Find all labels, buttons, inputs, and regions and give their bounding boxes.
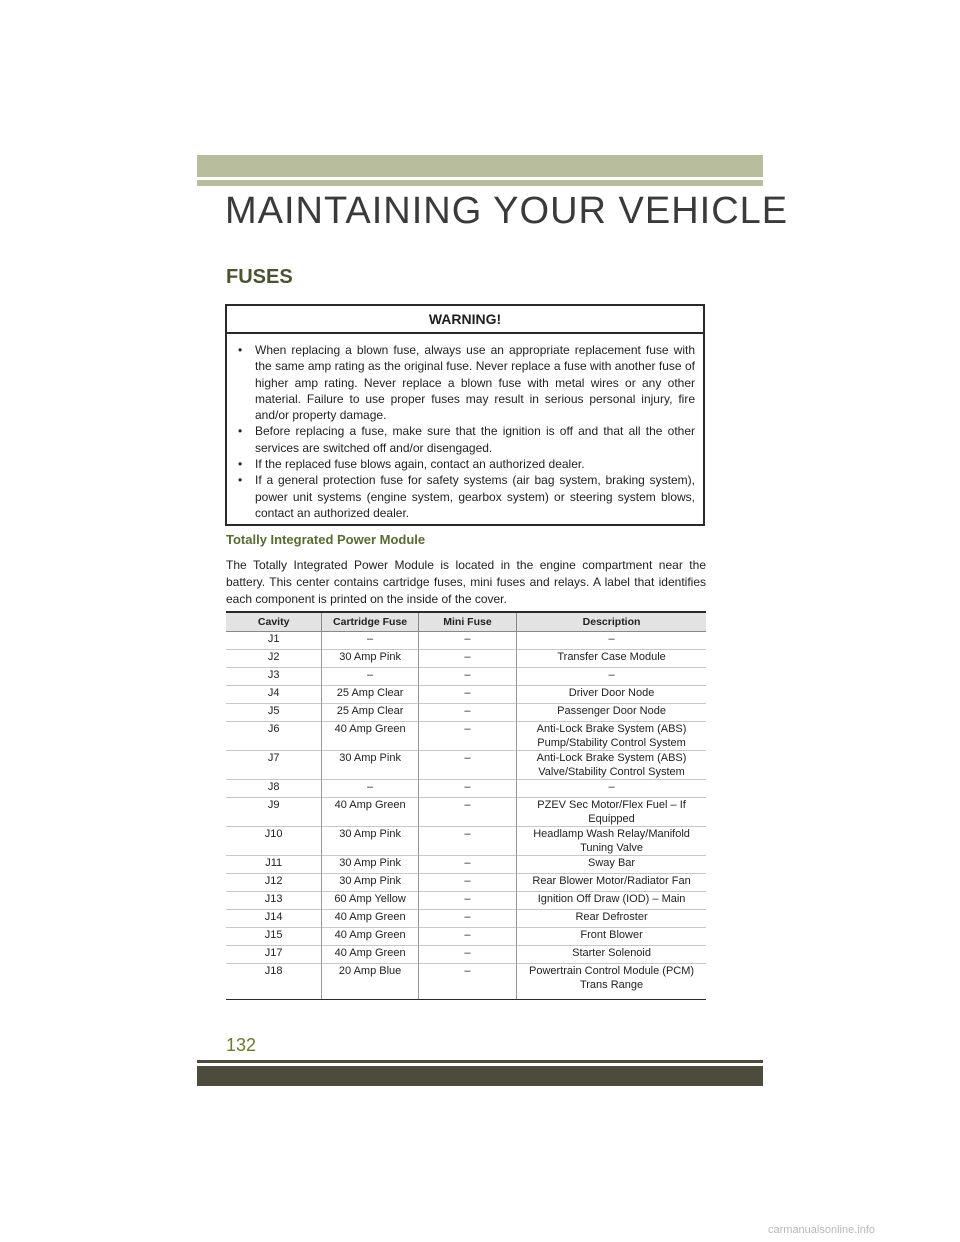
cavity-cell: J6 <box>226 722 322 751</box>
cartridge-fuse-cell: 25 Amp Clear <box>322 686 419 704</box>
cartridge-fuse-cell: 40 Amp Green <box>322 946 419 964</box>
cavity-cell: J5 <box>226 704 322 722</box>
cavity-cell: J8 <box>226 780 322 798</box>
table-row <box>226 668 706 686</box>
description-cell: – <box>517 780 706 798</box>
description-cell: Passenger Door Node <box>517 704 706 722</box>
cavity-cell: J12 <box>226 874 322 892</box>
cartridge-fuse-cell: – <box>322 780 419 798</box>
description-cell: Starter Solenoid <box>517 946 706 964</box>
description-cell: Rear Defroster <box>517 910 706 928</box>
table-row <box>226 827 706 856</box>
cavity-cell: J13 <box>226 892 322 910</box>
mini-fuse-cell: – <box>418 874 516 892</box>
table-row <box>226 964 706 1000</box>
footer-band <box>197 1066 763 1086</box>
mini-fuse-cell: – <box>418 632 516 650</box>
mini-fuse-cell: – <box>418 668 516 686</box>
cartridge-fuse-cell: 40 Amp Green <box>322 910 419 928</box>
cavity-cell: J9 <box>226 798 322 827</box>
table-row <box>226 704 706 722</box>
cartridge-fuse-cell: 60 Amp Yellow <box>322 892 419 910</box>
table-row <box>226 632 706 650</box>
cartridge-fuse-cell: 20 Amp Blue <box>322 964 419 1000</box>
cartridge-fuse-cell: 25 Amp Clear <box>322 704 419 722</box>
mini-fuse-cell: – <box>418 704 516 722</box>
cartridge-fuse-cell: 30 Amp Pink <box>322 751 419 780</box>
watermark: carmanualsonline.info <box>768 1224 876 1236</box>
description-cell: Anti-Lock Brake System (ABS) Valve/Stability Control System <box>517 751 706 780</box>
column-header-cartridge-fuse: Cartridge Fuse <box>322 612 419 632</box>
cartridge-fuse-cell: – <box>322 668 419 686</box>
description-cell: Anti-Lock Brake System (ABS) Pump/Stability Control System <box>517 722 706 751</box>
fuse-table-body <box>226 632 706 1000</box>
fuse-table <box>226 611 706 1000</box>
mini-fuse-cell: – <box>418 722 516 751</box>
warning-list <box>227 334 703 521</box>
warning-item: • When replacing a blown fuse, always use an appropriate replacement fuse with the same amp rating as the original fuse. Never replace a fuse with another fuse of higher amp rating. Never replace a blown fuse with metal wires or any other material. Failure to use proper fuses may result in serious personal injury, fire and/or property damage. <box>255 342 695 423</box>
cavity-cell: J1 <box>226 632 322 650</box>
description-cell: Powertrain Control Module (PCM) Trans Range <box>517 964 706 1000</box>
cartridge-fuse-cell: – <box>322 632 419 650</box>
intro-paragraph: The Totally Integrated Power Module is located in the engine compartment near the battery. This center contains cartridge fuses, mini fuses and relays. A label that identifies each component is printed on the inside of the cover. <box>226 558 706 606</box>
table-row <box>226 928 706 946</box>
mini-fuse-cell: – <box>418 964 516 1000</box>
mini-fuse-cell: – <box>418 780 516 798</box>
cartridge-fuse-cell: 40 Amp Green <box>322 722 419 751</box>
mini-fuse-cell: – <box>418 910 516 928</box>
cartridge-fuse-cell: 30 Amp Pink <box>322 856 419 874</box>
cartridge-fuse-cell: 30 Amp Pink <box>322 827 419 856</box>
mini-fuse-cell: – <box>418 827 516 856</box>
cavity-cell: J11 <box>226 856 322 874</box>
footer-rule <box>197 1060 763 1063</box>
cartridge-fuse-cell: 30 Amp Pink <box>322 650 419 668</box>
warning-item: • If the replaced fuse blows again, contact an authorized dealer. <box>255 456 695 472</box>
cartridge-fuse-cell: 40 Amp Green <box>322 928 419 946</box>
column-header-description: Description <box>517 612 706 632</box>
table-row <box>226 780 706 798</box>
description-cell: Front Blower <box>517 928 706 946</box>
mini-fuse-cell: – <box>418 798 516 827</box>
mini-fuse-cell: – <box>418 751 516 780</box>
cartridge-fuse-cell: 30 Amp Pink <box>322 874 419 892</box>
table-row <box>226 798 706 827</box>
header-band <box>197 155 763 177</box>
table-row <box>226 751 706 780</box>
warning-item: • If a general protection fuse for safety systems (air bag system, braking system), power unit systems (engine system, gearbox system) or steering system blows, contact an authorized dealer. <box>255 472 695 521</box>
page-number: 132 <box>226 1035 257 1055</box>
warning-heading: WARNING! <box>227 306 703 334</box>
description-cell: Headlamp Wash Relay/Manifold Tuning Valve <box>517 827 706 856</box>
table-row <box>226 856 706 874</box>
warning-box <box>225 304 705 526</box>
cavity-cell: J15 <box>226 928 322 946</box>
warning-item: • Before replacing a fuse, make sure that the ignition is off and that all the other services are switched off and/or disengaged. <box>255 423 695 456</box>
description-cell: – <box>517 632 706 650</box>
mini-fuse-cell: – <box>418 892 516 910</box>
description-cell: Sway Bar <box>517 856 706 874</box>
description-cell: Rear Blower Motor/Radiator Fan <box>517 874 706 892</box>
mini-fuse-cell: – <box>418 686 516 704</box>
cavity-cell: J17 <box>226 946 322 964</box>
table-row <box>226 892 706 910</box>
cavity-cell: J18 <box>226 964 322 1000</box>
column-header-cavity: Cavity <box>226 612 322 632</box>
description-cell: Transfer Case Module <box>517 650 706 668</box>
cavity-cell: J4 <box>226 686 322 704</box>
cartridge-fuse-cell: 40 Amp Green <box>322 798 419 827</box>
description-cell: Driver Door Node <box>517 686 706 704</box>
mini-fuse-cell: – <box>418 946 516 964</box>
cavity-cell: J14 <box>226 910 322 928</box>
section-header: MAINTAINING YOUR VEHICLE <box>225 190 789 232</box>
header-rule <box>197 180 763 186</box>
cavity-cell: J2 <box>226 650 322 668</box>
table-row <box>226 650 706 668</box>
description-cell: – <box>517 668 706 686</box>
subheading: Totally Integrated Power Module <box>226 532 426 547</box>
table-row <box>226 874 706 892</box>
description-cell: Ignition Off Draw (IOD) – Main <box>517 892 706 910</box>
table-header-row <box>226 612 706 632</box>
table-row <box>226 946 706 964</box>
cavity-cell: J7 <box>226 751 322 780</box>
column-header-mini-fuse: Mini Fuse <box>418 612 516 632</box>
cavity-cell: J10 <box>226 827 322 856</box>
mini-fuse-cell: – <box>418 928 516 946</box>
page-title: FUSES <box>226 266 293 288</box>
table-row <box>226 686 706 704</box>
mini-fuse-cell: – <box>418 650 516 668</box>
mini-fuse-cell: – <box>418 856 516 874</box>
table-row <box>226 722 706 751</box>
description-cell: PZEV Sec Motor/Flex Fuel – If Equipped <box>517 798 706 827</box>
table-row <box>226 910 706 928</box>
cavity-cell: J3 <box>226 668 322 686</box>
